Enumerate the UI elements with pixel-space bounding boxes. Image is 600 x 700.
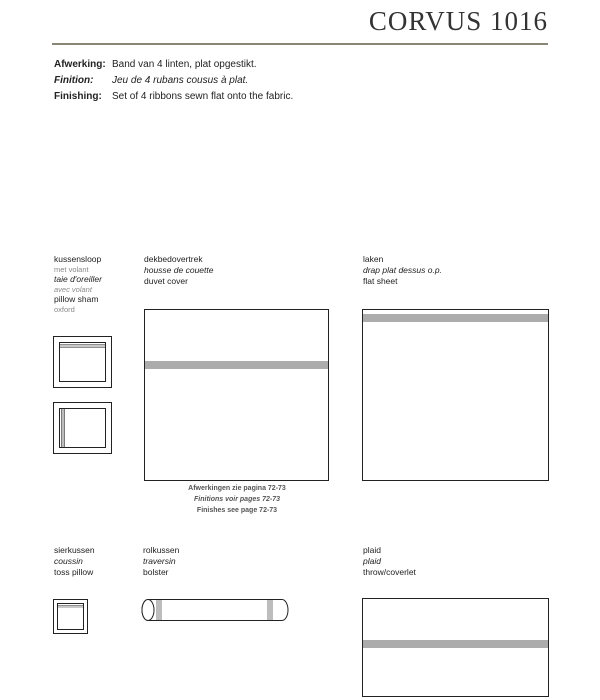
flat-sheet-en: flat sheet (363, 276, 398, 286)
finishing-row-fr (54, 75, 248, 86)
bolster-drawing (140, 598, 292, 622)
pillow-sham-nl-sub: met volant (54, 265, 89, 274)
finishing-row-en (54, 91, 293, 102)
flat-sheet-nl: laken (363, 254, 384, 264)
pillow-sham-en: pillow sham (54, 294, 99, 304)
bolster-fr: traversin (143, 556, 176, 566)
throw-fr: plaid (363, 556, 381, 566)
note-nl: Afwerkingen zie pagina 72-73 (188, 485, 286, 492)
finishing-text-fr: Jeu de 4 rubans cousus à plat. (112, 75, 249, 86)
bolster-labels (143, 545, 179, 578)
finishing-text-en: Set of 4 ribbons sewn flat onto the fabric. (112, 91, 294, 102)
throw-en: throw/coverlet (363, 567, 416, 577)
toss-pillow-labels (54, 545, 95, 578)
note-en: Finishes see page 72-73 (196, 507, 278, 514)
pillow-sham-volant-drawing (53, 336, 113, 388)
finishes-page-note (144, 483, 330, 516)
bolster-nl: rolkussen (143, 545, 180, 555)
pillow-sham-en-sub: oxford (54, 305, 75, 314)
duvet-cover-labels (144, 254, 213, 287)
toss-pillow-en: toss pillow (54, 567, 94, 577)
flat-sheet-drawing (362, 309, 550, 481)
toss-pillow-nl: sierkussen (54, 545, 95, 555)
toss-pillow-drawing (53, 599, 89, 635)
pillow-sham-oxford-drawing (53, 402, 113, 454)
throw-nl: plaid (363, 545, 381, 555)
finishing-row-nl (54, 59, 257, 70)
pillow-sham-fr-sub: avec volant (54, 285, 92, 294)
duvet-cover-en: duvet cover (144, 276, 188, 286)
duvet-cover-nl: dekbedovertrek (144, 254, 203, 264)
bolster-en: bolster (143, 567, 169, 577)
duvet-cover-drawing (144, 309, 330, 481)
finishing-text-nl: Band van 4 linten, plat opgestikt. (112, 59, 257, 70)
finishing-label-fr: Finition: (54, 75, 94, 86)
pillow-sham-nl: kussensloop (54, 254, 102, 264)
finishing-label-nl: Afwerking: (54, 59, 106, 70)
toss-pillow-fr: coussin (54, 556, 83, 566)
throw-labels (363, 545, 416, 578)
duvet-cover-fr: housse de couette (144, 265, 214, 275)
finishing-label-en: Finishing: (54, 91, 102, 102)
note-fr: Finitions voir pages 72-73 (194, 496, 280, 503)
header-divider (52, 43, 548, 45)
pillow-sham-labels (54, 254, 102, 314)
page-title: CORVUS 1016 (368, 6, 548, 36)
throw-drawing (362, 598, 550, 698)
flat-sheet-fr: drap plat dessus o.p. (363, 265, 442, 275)
flat-sheet-labels (363, 254, 442, 287)
pillow-sham-fr: taie d'oreiller (54, 274, 102, 284)
